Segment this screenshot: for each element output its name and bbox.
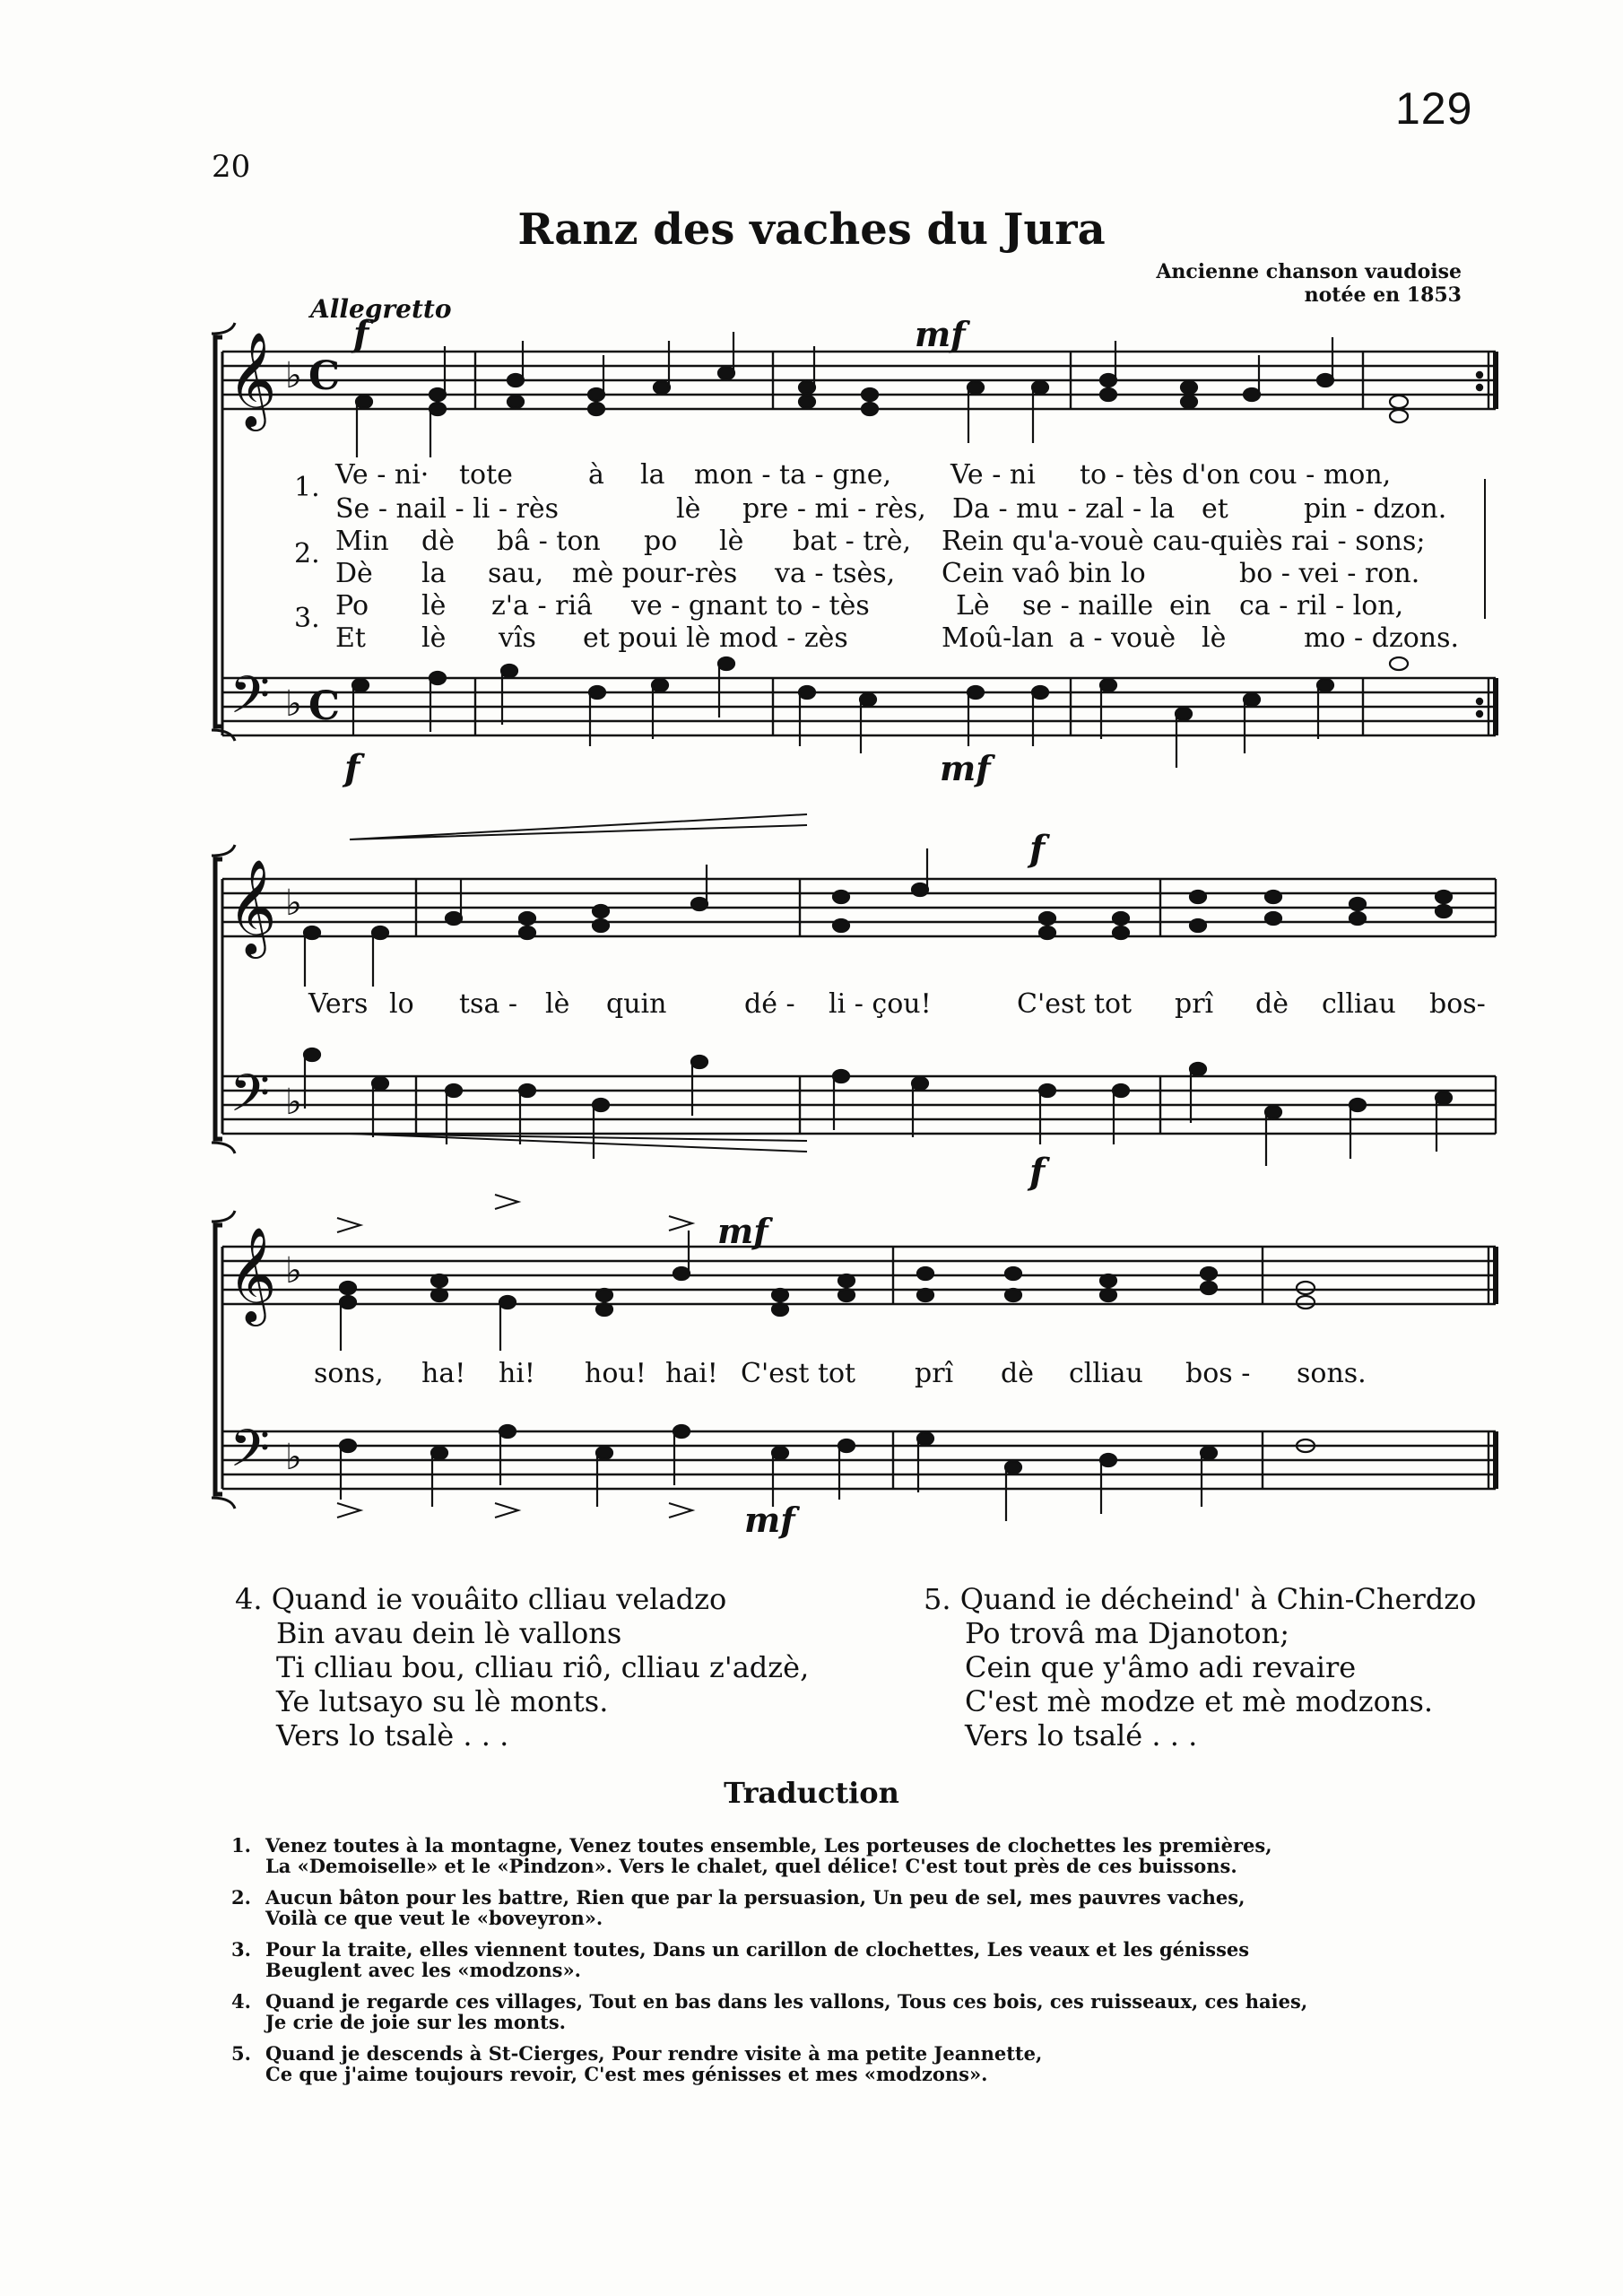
source-line-1: Ancienne chanson vaudoise (1156, 260, 1462, 283)
dynamic-mezzo-forte-3: mf (717, 1211, 768, 1251)
song-title: Ranz des vaches du Jura (517, 204, 1106, 255)
dynamic-mezzo-forte: mf (915, 314, 966, 354)
system-2 (212, 814, 1496, 1153)
handwritten-page-number: 129 (1395, 83, 1473, 134)
translation-item-1: 1. Venez toutes à la montagne, Venez toutes ensemble, Les porteuses de clochettes les premières, La «Demoiselle» et le «Pindzon». Vers le chalet, quel délice! C'est tout près de ces buissons. (231, 1834, 1272, 1877)
svg-text:♭: ♭ (285, 683, 302, 725)
svg-text:𝄞: 𝄞 (228, 1226, 277, 1322)
svg-text:C: C (308, 353, 341, 399)
music-score (206, 0, 1515, 1543)
dynamic-mezzo-forte-bass: mf (940, 748, 991, 788)
svg-text:𝄢: 𝄢 (230, 1418, 271, 1492)
dynamic-forte-2: f (1029, 828, 1046, 870)
svg-text:C: C (308, 683, 341, 729)
stanza-5-number: 5. (924, 1582, 951, 1616)
stanza-5: 5. Quand ie décheind' à Chin-Cherdzo Po trovâ ma Djanoton; Cein que y'âmo adi revaire C'est mè modze et mè modzons. Vers lo tsalé . . . (924, 1582, 1477, 1752)
dynamic-forte: f (353, 313, 369, 355)
svg-text:𝄢: 𝄢 (230, 665, 271, 738)
stanza-4-number: 4. (235, 1582, 263, 1616)
translation-item-5: 5. Quand je descends à St-Cierges, Pour rendre visite à ma petite Jeannette, Ce que j'aime toujours revoir, C'est mes génisses et mes «modzons». (231, 2042, 1043, 2085)
verse-number-3: 3. (294, 603, 320, 634)
svg-text:𝄢: 𝄢 (230, 1063, 271, 1136)
page-number: 20 (212, 149, 251, 185)
dynamic-forte-bass: f (344, 747, 360, 789)
dynamic-forte-2-bass: f (1029, 1151, 1046, 1193)
treble-staff-1 (222, 352, 1496, 409)
dynamic-mezzo-forte-3-bass: mf (744, 1500, 795, 1540)
svg-text:♭: ♭ (285, 1437, 302, 1478)
tempo-marking: Allegretto (310, 294, 452, 324)
verse-number-2: 2. (294, 538, 320, 570)
svg-text:♭: ♭ (285, 883, 302, 924)
svg-text:♭: ♭ (285, 1082, 302, 1123)
bass-staff-1 (222, 678, 1496, 735)
source-line-2: notée en 1853 (1304, 283, 1462, 307)
verse-number-1: 1. (294, 472, 320, 503)
translation-list (231, 1835, 1505, 2095)
svg-text:𝄞: 𝄞 (228, 331, 277, 427)
translation-title: Traduction (724, 1776, 899, 1810)
svg-text:𝄞: 𝄞 (228, 858, 277, 954)
svg-text:♭: ♭ (285, 1250, 302, 1292)
translation-item-3: 3. Pour la traite, elles viennent toutes, Dans un carillon de clochettes, Les veaux et les génisses Beuglent avec les «modzons». (231, 1938, 1250, 1981)
system-3 (212, 1195, 1496, 1518)
translation-item-4: 4. Quand je regarde ces villages, Tout en bas dans les vallons, Tous ces bois, ces ruisseaux, ces haies, Je crie de joie sur les monts. (231, 1990, 1308, 2033)
svg-text:♭: ♭ (285, 355, 302, 396)
stanza-4: 4. Quand ie vouâito clliau veladzo Bin avau dein lè vallons Ti clliau bou, clliau riô, clliau z'adzè, Ye lutsayo su lè monts. Vers lo tsalè . . . (235, 1582, 810, 1752)
translation-item-2: 2. Aucun bâton pour les battre, Rien que par la persuasion, Un peu de sel, mes pauvres vaches, Voilà ce que veut le «boveyron». (231, 1886, 1245, 1929)
